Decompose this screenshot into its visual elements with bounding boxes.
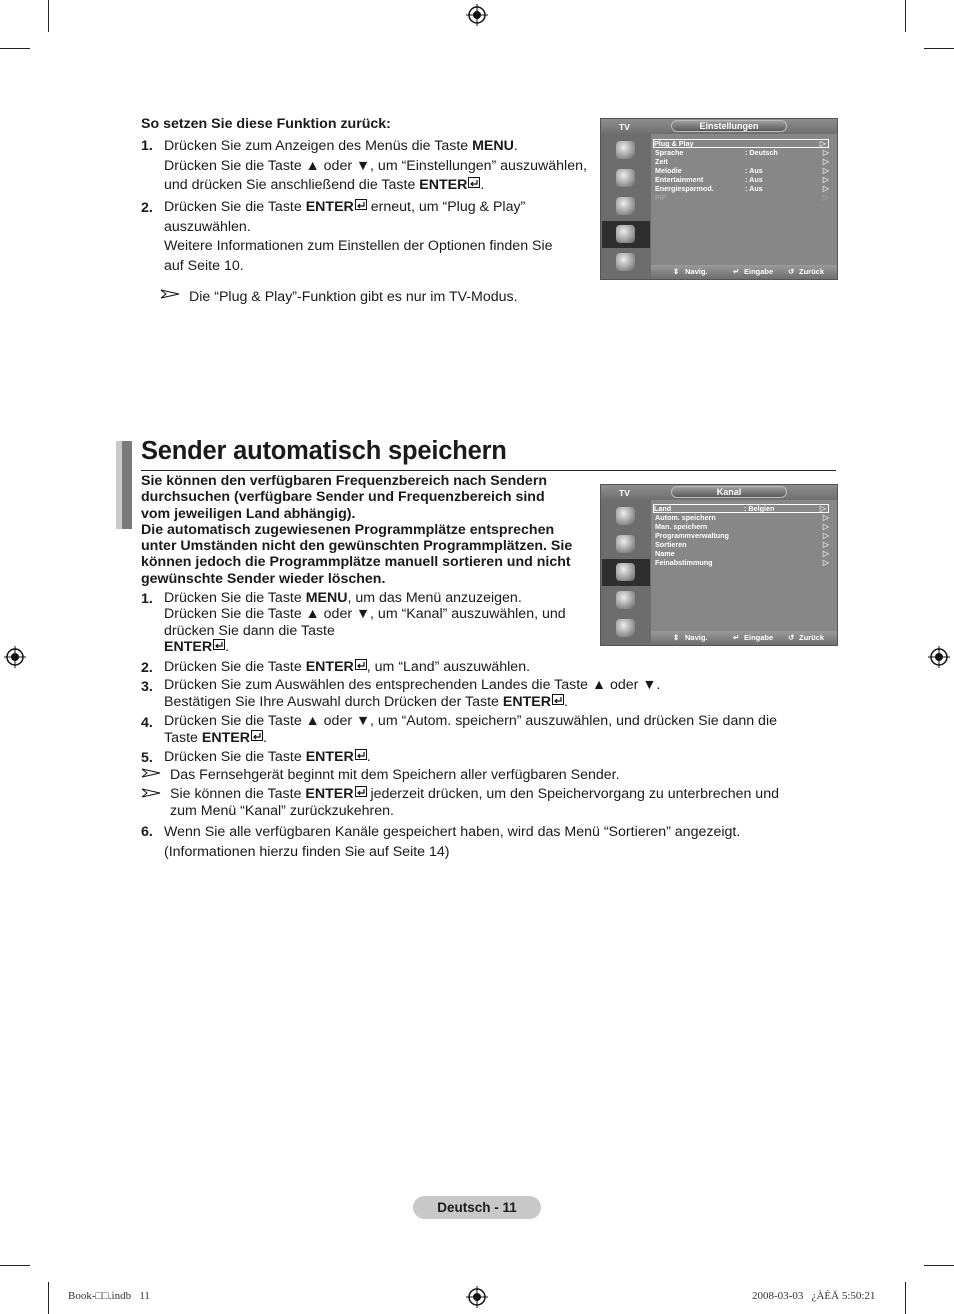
step-text: und drücken Sie anschließend die Taste <box>164 177 420 193</box>
osd-item <box>655 549 831 558</box>
osd-item <box>655 513 831 522</box>
step-text: jederzeit drücken, um den Speichervorgang zu unterbrechen und <box>366 786 779 802</box>
enter-key-label: ENTER <box>305 749 354 765</box>
registration-mark-icon <box>466 4 488 26</box>
step-text: . <box>513 138 518 154</box>
enter-icon: ↵ <box>733 633 740 642</box>
picture-menu-icon <box>602 503 650 530</box>
osd-item <box>653 504 829 513</box>
osd-item-value: : Belgien <box>744 504 775 513</box>
step-text: , um das Menü anzuzeigen. <box>347 590 522 606</box>
section-rule <box>141 470 836 471</box>
enter-icon <box>213 639 225 650</box>
step-number: 2. <box>141 660 153 676</box>
crop-mark <box>48 1282 49 1314</box>
osd-sidebar <box>601 500 651 645</box>
setup-menu-icon <box>602 221 650 248</box>
osd-item <box>655 558 831 567</box>
osd-item-value: : Aus <box>745 166 763 175</box>
intro-line: können jedoch die Programmplätze manuell sortieren und nicht <box>141 554 571 571</box>
input-menu-icon <box>602 615 650 642</box>
section-step-5 <box>164 748 371 768</box>
note-arrow-icon <box>160 289 180 299</box>
osd-item-label: Energiesparmod. <box>655 184 714 193</box>
osd-footer <box>651 265 837 279</box>
section-step-6 <box>164 822 740 862</box>
step-text: Drücken Sie die Taste ▲ oder ▼, um “Autom. speichern” auszuwählen, und drücken Sie dann die <box>164 713 777 729</box>
step-text: Drücken Sie die Taste ▲ oder ▼, um “Kanal” auszuwählen, und <box>164 606 566 623</box>
reset-step-2 <box>164 198 553 276</box>
osd-item <box>655 531 831 540</box>
osd-item-value: : Deutsch <box>745 148 778 157</box>
osd-footer-back: Zurück <box>799 633 825 642</box>
step-text: Sie können die Taste <box>170 786 306 802</box>
enter-key-label: ENTER <box>502 693 551 710</box>
intro-line: vom jeweiligen Land abhängig). <box>141 505 356 522</box>
section-step-4 <box>164 713 777 746</box>
page-number-badge: Deutsch - 11 <box>413 1196 541 1219</box>
step-text: Wenn Sie alle verfügbaren Kanäle gespeichert haben, wird das Menü “Sortieren” angezeigt. <box>164 824 741 840</box>
osd-list <box>651 500 837 631</box>
note-arrow-icon <box>141 768 161 778</box>
step-number: 6. <box>141 824 153 840</box>
osd-item-label: Name <box>655 549 675 558</box>
enter-icon <box>355 659 367 670</box>
arrow-right-icon: ▷ <box>822 540 829 549</box>
channel-menu-icon <box>602 193 650 220</box>
intro-line: gewünschte Sender wieder löschen. <box>141 570 386 587</box>
sound-menu-icon <box>602 165 650 192</box>
enter-icon <box>251 730 263 741</box>
arrow-right-icon: ▷ <box>822 549 829 558</box>
osd-list <box>651 134 837 265</box>
enter-key-label: ENTER <box>419 177 468 193</box>
osd-item-value: : Aus <box>745 184 763 193</box>
step-text: erneut, um “Plug & Play” <box>366 199 526 215</box>
osd-item <box>655 522 831 531</box>
enter-key-label: ENTER <box>305 659 354 675</box>
enter-icon <box>355 199 367 210</box>
arrow-right-icon: ▷ <box>822 513 829 522</box>
crop-mark <box>0 48 30 49</box>
arrow-right-icon: ▷ <box>822 522 829 531</box>
osd-item-label: Melodie <box>655 166 682 175</box>
osd-item <box>655 193 831 202</box>
section-step-2 <box>164 658 530 678</box>
step-number: 3. <box>141 679 153 695</box>
osd-item <box>655 184 831 193</box>
osd-item-label: Programmverwaltung <box>655 531 729 540</box>
crop-mark <box>924 1265 954 1266</box>
intro-line: durchsuchen (verfügbare Sender und Frequenzbereich sind <box>141 489 545 506</box>
arrow-right-icon: ▷ <box>822 148 829 157</box>
step-number: 2. <box>141 200 153 216</box>
osd-item <box>655 540 831 549</box>
return-icon: ↺ <box>788 267 795 276</box>
setup-menu-icon <box>602 587 650 614</box>
reset-note: Die “Plug & Play”-Funktion gibt es nur im TV-Modus. <box>189 289 518 305</box>
osd-item-value: : Aus <box>745 175 763 184</box>
step-number: 1. <box>141 138 153 154</box>
step-text: . <box>366 749 371 765</box>
osd-source: TV <box>619 488 630 498</box>
section-step-1 <box>164 590 566 655</box>
section-intro <box>141 473 572 587</box>
sound-menu-icon <box>602 531 650 558</box>
enter-icon <box>468 177 480 188</box>
osd-item-label: Feinabstimmung <box>655 558 713 567</box>
section-marker <box>116 441 132 529</box>
enter-key-label: ENTER <box>305 786 354 802</box>
osd-titlebar <box>601 119 837 134</box>
osd-item-label: Land <box>654 504 672 513</box>
arrow-right-icon: ▷ <box>822 157 829 166</box>
step-text: Bestätigen Sie Ihre Auswahl durch Drücken der Taste <box>164 693 503 710</box>
osd-header: Einstellungen <box>671 120 787 132</box>
step-text: drücken Sie dann die Taste <box>164 622 335 639</box>
osd-item <box>655 166 831 175</box>
osd-item-label: Zeit <box>655 157 668 166</box>
reset-title: So setzen Sie diese Funktion zurück: <box>141 116 391 132</box>
osd-item-label: Plug & Play <box>654 139 694 148</box>
arrow-right-icon: ▷ <box>819 139 826 148</box>
enter-key-label: ENTER <box>305 199 354 215</box>
step-text: Taste <box>164 729 202 746</box>
osd-footer-enter: Eingabe <box>744 633 774 642</box>
input-menu-icon <box>602 249 650 276</box>
arrow-right-icon: ▷ <box>819 504 826 513</box>
osd-item-label: Sprache <box>655 148 684 157</box>
crop-mark <box>0 1265 30 1266</box>
osd-footer <box>651 631 837 645</box>
section-step-3 <box>164 677 660 710</box>
updown-icon: ⇕ <box>673 633 680 642</box>
osd-item-label: Sortieren <box>655 540 687 549</box>
crop-mark <box>924 48 954 49</box>
registration-mark-icon <box>466 1286 488 1308</box>
return-icon: ↺ <box>788 633 795 642</box>
reset-step-1 <box>164 137 587 196</box>
note-text: Das Fernsehgerät beginnt mit dem Speichern aller verfügbaren Sender. <box>170 767 620 783</box>
step-text: (Informationen hierzu finden Sie auf Seite 14) <box>164 844 450 860</box>
intro-line: unter Umständen nicht den gewünschten Programmplätzen. Sie <box>141 538 573 555</box>
osd-sidebar <box>601 134 651 279</box>
step-text: Drücken Sie zum Auswählen des entsprechenden Landes die Taste ▲ oder ▼. <box>164 677 661 693</box>
section-title: Sender automatisch speichern <box>141 437 507 465</box>
osd-titlebar <box>601 485 837 500</box>
crop-mark <box>48 0 49 32</box>
osd-item-label: PIP <box>655 193 667 202</box>
crop-mark <box>905 1282 906 1314</box>
channel-menu-icon <box>602 559 650 586</box>
arrow-right-icon: ▷ <box>822 531 829 540</box>
registration-mark-icon <box>4 646 26 668</box>
intro-line: Sie können den verfügbaren Frequenzbereich nach Sendern <box>141 473 548 489</box>
step-text: , um “Land” auszuwählen. <box>366 659 531 675</box>
osd-footer-back: Zurück <box>799 267 825 276</box>
osd-item <box>655 157 831 166</box>
arrow-right-icon: ▷ <box>822 184 829 193</box>
osd-item <box>653 139 829 148</box>
osd-item <box>655 175 831 184</box>
step-text: auszuwählen. <box>164 218 251 235</box>
crop-mark <box>905 0 906 32</box>
arrow-right-icon: ▷ <box>822 193 829 202</box>
osd-item-label: Man. speichern <box>655 522 708 531</box>
step-text: zum Menü “Kanal” zurückzukehren. <box>170 802 394 819</box>
osd-source: TV <box>619 122 630 132</box>
step-number: 4. <box>141 715 153 731</box>
step-text: . <box>262 729 267 746</box>
print-slug-right: 2008-03-03 ¿ÀÈÄ 5:50:21 <box>752 1290 876 1302</box>
step-text: Drücken Sie die Taste <box>164 199 306 215</box>
osd-footer-enter: Eingabe <box>744 267 774 276</box>
arrow-right-icon: ▷ <box>822 175 829 184</box>
osd-header: Kanal <box>671 486 787 498</box>
arrow-right-icon: ▷ <box>822 558 829 567</box>
enter-icon <box>355 786 367 797</box>
step-text: . <box>563 693 568 710</box>
intro-line: Die automatisch zugewiesenen Programmplätze entsprechen <box>141 521 555 538</box>
step-text: Drücken Sie die Taste <box>164 749 306 765</box>
tv-menu-screenshot-einstellungen <box>600 118 838 280</box>
step-number: 5. <box>141 750 153 766</box>
updown-icon: ⇕ <box>673 267 680 276</box>
picture-menu-icon <box>602 137 650 164</box>
note-text <box>170 786 779 819</box>
enter-key-label: ENTER <box>201 729 250 746</box>
osd-footer-nav: Navig. <box>685 267 708 276</box>
step-text: Drücken Sie die Taste ▲ oder ▼, um “Einstellungen” auszuwählen, <box>164 157 587 174</box>
step-text: Drücken Sie die Taste <box>164 659 306 675</box>
arrow-right-icon: ▷ <box>822 166 829 175</box>
step-text: . <box>480 177 485 193</box>
enter-key-label: ENTER <box>164 638 213 655</box>
registration-mark-icon <box>928 646 950 668</box>
tv-menu-screenshot-kanal <box>600 484 838 646</box>
step-text: Drücken Sie zum Anzeigen des Menüs die Taste <box>164 138 473 154</box>
note-arrow-icon <box>141 788 161 798</box>
osd-footer-nav: Navig. <box>685 633 708 642</box>
osd-item <box>655 148 831 157</box>
enter-icon <box>552 694 564 705</box>
enter-icon <box>355 749 367 760</box>
osd-item-label: Autom. speichern <box>655 513 716 522</box>
osd-item-label: Entertainment <box>655 175 704 184</box>
print-slug-left: Book-□□.indb 11 <box>68 1290 150 1302</box>
step-text: Weitere Informationen zum Einstellen der Optionen finden Sie <box>164 238 553 254</box>
step-text: Drücken Sie die Taste <box>164 590 306 606</box>
step-text: auf Seite 10. <box>164 257 244 274</box>
enter-icon: ↵ <box>733 267 740 276</box>
step-number: 1. <box>141 591 153 607</box>
step-text: . <box>225 638 230 655</box>
menu-key-label: MENU <box>472 138 514 154</box>
menu-key-label: MENU <box>305 590 348 606</box>
